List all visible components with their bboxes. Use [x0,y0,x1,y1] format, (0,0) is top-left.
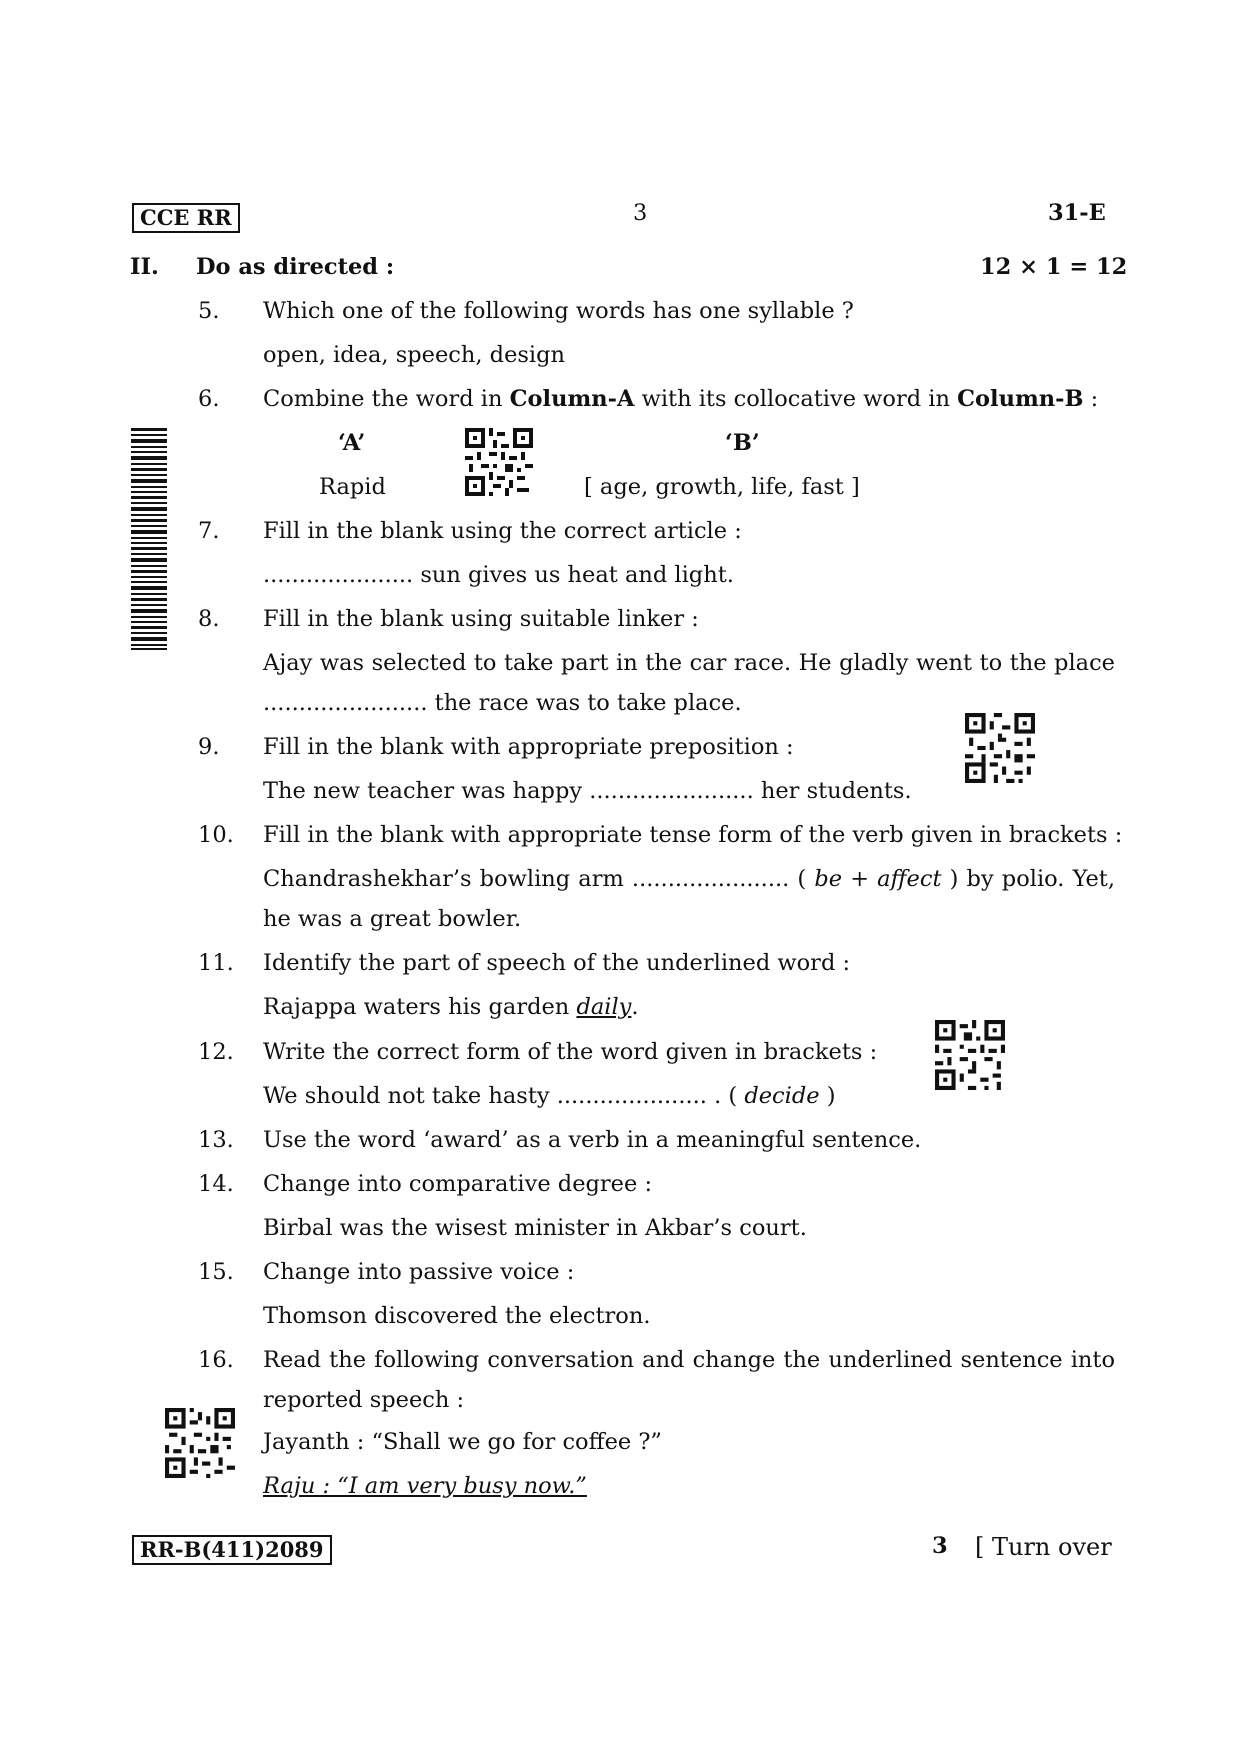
q6-word: Rapid [319,474,386,500]
q5-number: 5. [198,298,220,324]
q13-text: Use the word ‘award’ as a verb in a meaningful sentence. [263,1127,922,1153]
paper-code: 31-E [1048,200,1106,226]
q6-number: 6. [198,386,220,412]
q5-text: Which one of the following words has one syllable ? [263,298,854,324]
q16-text1: Read the following conversation and change the underlined sentence into [263,1347,1115,1373]
q7-line: ..................... sun gives us heat and light. [263,562,734,588]
q11-line: Rajappa waters his garden daily. [263,994,639,1020]
section-title: Do as directed : [196,254,395,280]
section-roman: II. [130,254,159,280]
q10-text: Fill in the blank with appropriate tense form of the verb given in brackets : [263,822,1123,848]
q12-line: We should not take hasty ..................... . ( decide ) [263,1083,836,1109]
q10-number: 10. [198,822,234,848]
q9-line: The new teacher was happy ....................... her students. [263,778,912,804]
q8-text: Fill in the blank using suitable linker : [263,606,699,632]
q7-number: 7. [198,518,220,544]
qr-code-icon [965,713,1035,783]
q8-number: 8. [198,606,220,632]
section-marks: 12 × 1 = 12 [980,254,1128,280]
q6-text: Combine the word in Column-A with its collocative word in Column-B : [263,386,1099,412]
q16-line1: Jayanth : “Shall we go for coffee ?” [263,1429,662,1455]
q9-text: Fill in the blank with appropriate preposition : [263,734,794,760]
q15-text: Change into passive voice : [263,1259,575,1285]
header-code-box: CCE RR [132,203,240,233]
q16-text2: reported speech : [263,1387,465,1413]
q6-column-a-heading: ‘A’ [338,430,366,456]
q6-choices: [ age, growth, life, fast ] [584,474,860,500]
q14-number: 14. [198,1171,234,1197]
barcode-icon [131,428,167,650]
q11-number: 11. [198,950,234,976]
footer-page-number: 3 [932,1533,948,1559]
footer-turn-over: [ Turn over [975,1533,1112,1561]
q15-number: 15. [198,1259,234,1285]
q8-line1: Ajay was selected to take part in the car race. He gladly went to the place [263,650,1115,676]
q11-underlined-word: daily [576,994,632,1020]
q15-line: Thomson discovered the electron. [263,1303,651,1329]
q7-text: Fill in the blank using the correct article : [263,518,742,544]
q14-line: Birbal was the wisest minister in Akbar’s court. [263,1215,807,1241]
q14-text: Change into comparative degree : [263,1171,653,1197]
q16-line2-underlined: Raju : “I am very busy now.” [263,1473,587,1499]
q5-options: open, idea, speech, design [263,342,566,368]
q16-number: 16. [198,1347,234,1373]
q12-text: Write the correct form of the word given in brackets : [263,1039,878,1065]
qr-code-icon [165,1408,235,1478]
page-number: 3 [633,200,648,226]
q6-column-b-heading: ‘B’ [725,430,760,456]
footer-code-box: RR-B(411)2089 [132,1535,332,1565]
q10-line1: Chandrashekhar’s bowling arm ...................... ( be + affect ) by polio. Yet, [263,866,1115,892]
q12-number: 12. [198,1039,234,1065]
qr-code-icon [465,428,533,496]
q10-line2: he was a great bowler. [263,906,522,932]
q9-number: 9. [198,734,220,760]
q11-text: Identify the part of speech of the underlined word : [263,950,851,976]
q13-number: 13. [198,1127,234,1153]
q8-line2: ....................... the race was to take place. [263,690,742,716]
qr-code-icon [935,1020,1005,1090]
